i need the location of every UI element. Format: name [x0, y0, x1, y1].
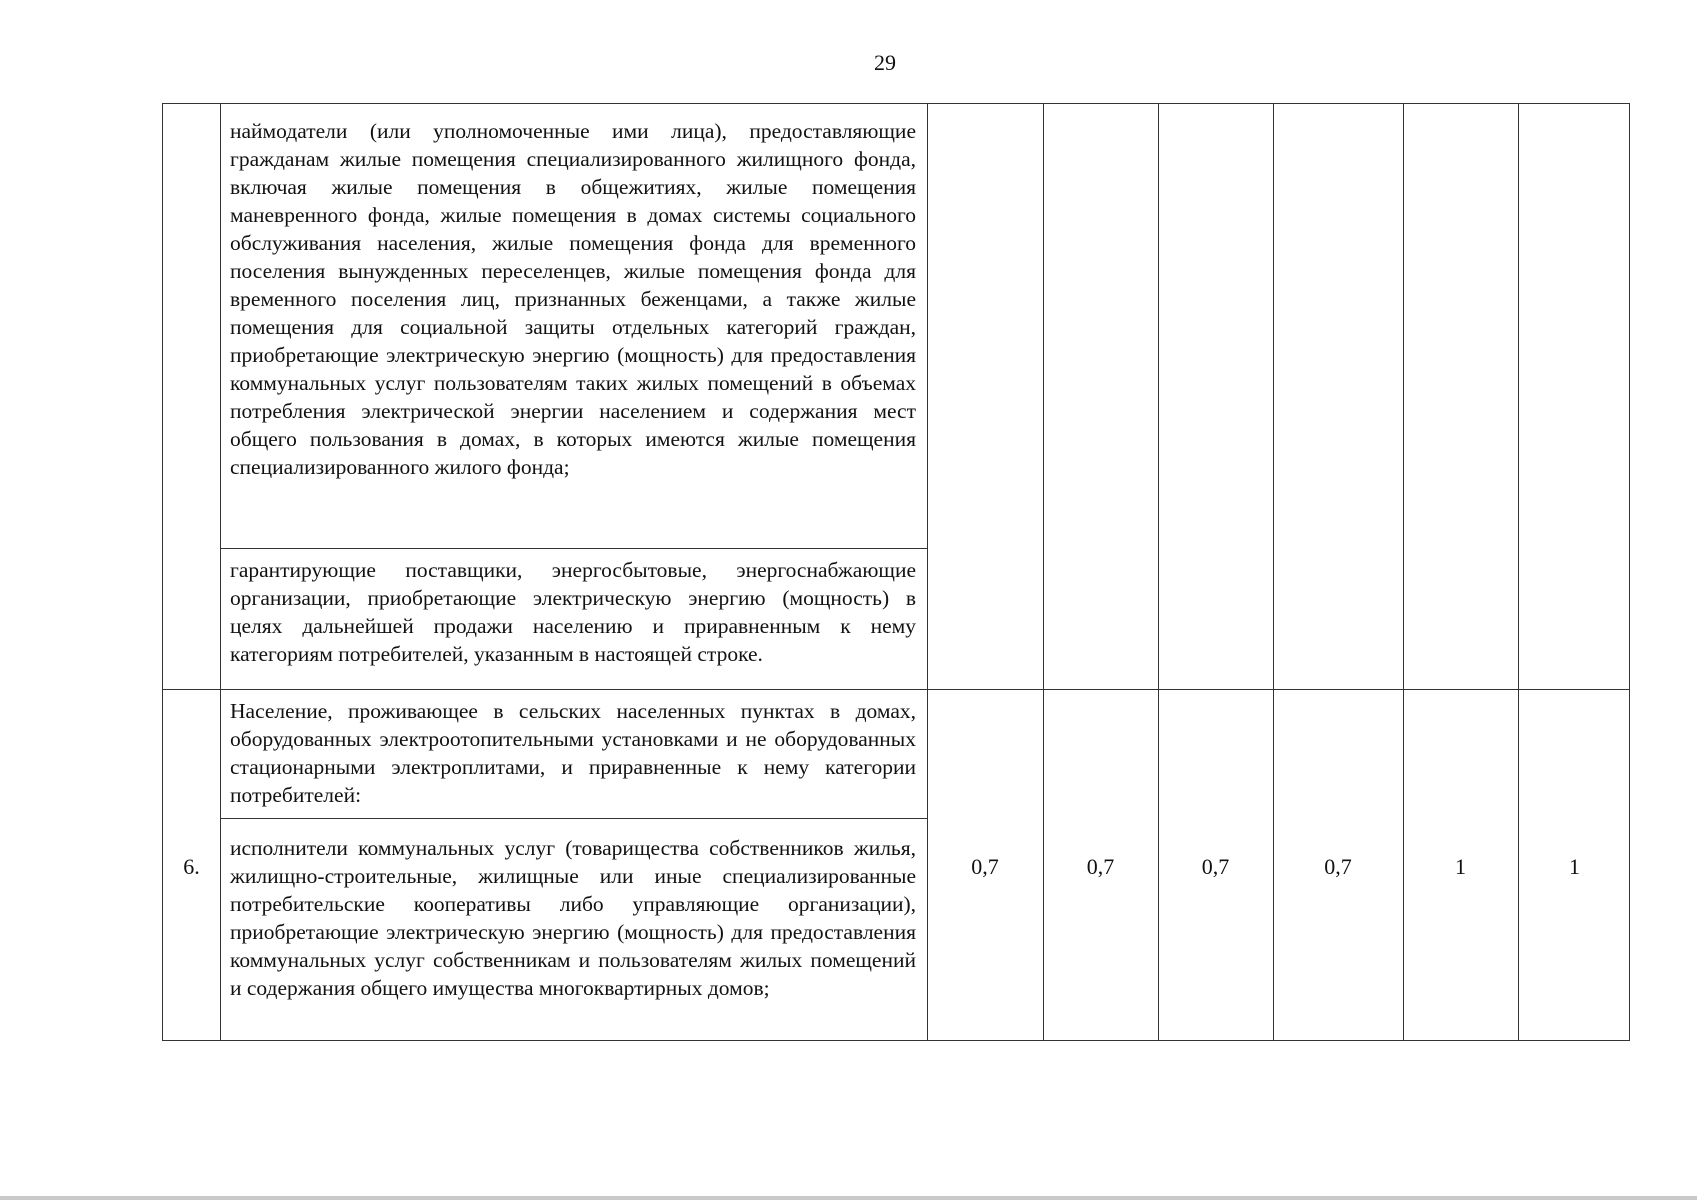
- row-6-paragraph-utility-providers: исполнители коммунальных услуг (товарищества собственников жилья, жилищно-строительные, жилищные или иные специализированные потребительские кооперативы либо управляющие организации), приобретающие электрическую энергию (мощность) для предоставления коммунальных услуг собственникам и пользователям жилых помещений и содержания общего имущества многоквартирных домов;: [230, 836, 916, 1000]
- column-divider-value-2: [1158, 104, 1159, 1040]
- row-6-value-2: 0,7: [1086, 854, 1115, 879]
- row-6-value-1: 0,7: [971, 854, 999, 879]
- page-number: 29: [874, 50, 896, 75]
- row-6-value-4: 0,7: [1324, 854, 1352, 879]
- row-6-value-5: 1: [1455, 854, 1466, 879]
- column-divider-value-3: [1273, 104, 1274, 1040]
- column-divider-value-1: [1043, 104, 1044, 1040]
- row-6-value-6: 1: [1569, 854, 1580, 879]
- row-6-value-3: 0,7: [1201, 854, 1230, 879]
- continued-paragraph-landlords: наймодатели (или уполномоченные ими лица), предоставляющие гражданам жилые помещения специализированного жилищного фонда, включая жилые помещения в общежитиях, жилые помещения маневренного фонда, жилые помещения в домах системы социального обслуживания населения, жилые помещения фонда для временного поселения вынужденных переселенцев, жилые помещения фонда для временного поселения лиц, признанных беженцами, а также жилые помещения для социальной защиты отдельных категорий граждан, приобретающие электрическую энергию (мощность) для предоставления коммунальных услуг пользователям таких жилых помещений в объемах потребления электрической энергии населением и содержания мест общего пользования в домах, в которых имеются жилые помещения специализированного жилого фонда;: [230, 119, 916, 479]
- column-divider-number: [220, 104, 221, 1040]
- row-6-number: 6.: [183, 854, 200, 879]
- row-divider-sub-2: [220, 818, 927, 819]
- column-divider-value-5: [1518, 104, 1519, 1040]
- column-divider-value-4: [1403, 104, 1404, 1040]
- tariff-table: [162, 103, 1630, 1041]
- continued-paragraph-suppliers: гарантирующие поставщики, энергосбытовые, энергоснабжающие организации, приобретающие электрическую энергию (мощность) в целях дальнейшей продажи населению и приравненным к нему категориям потребителей, указанным в настоящей строке.: [230, 558, 916, 666]
- column-divider-description: [927, 104, 928, 1040]
- scan-edge-band: [0, 1196, 1697, 1200]
- row-divider-sub-1: [220, 548, 927, 549]
- row-6-heading: Население, проживающее в сельских населенных пунктах в домах, оборудованных электроотопительными установками и не оборудованных стационарными электроплитами, и приравненные к нему категории потребителей:: [230, 699, 916, 807]
- row-divider-row-6: [163, 689, 1629, 690]
